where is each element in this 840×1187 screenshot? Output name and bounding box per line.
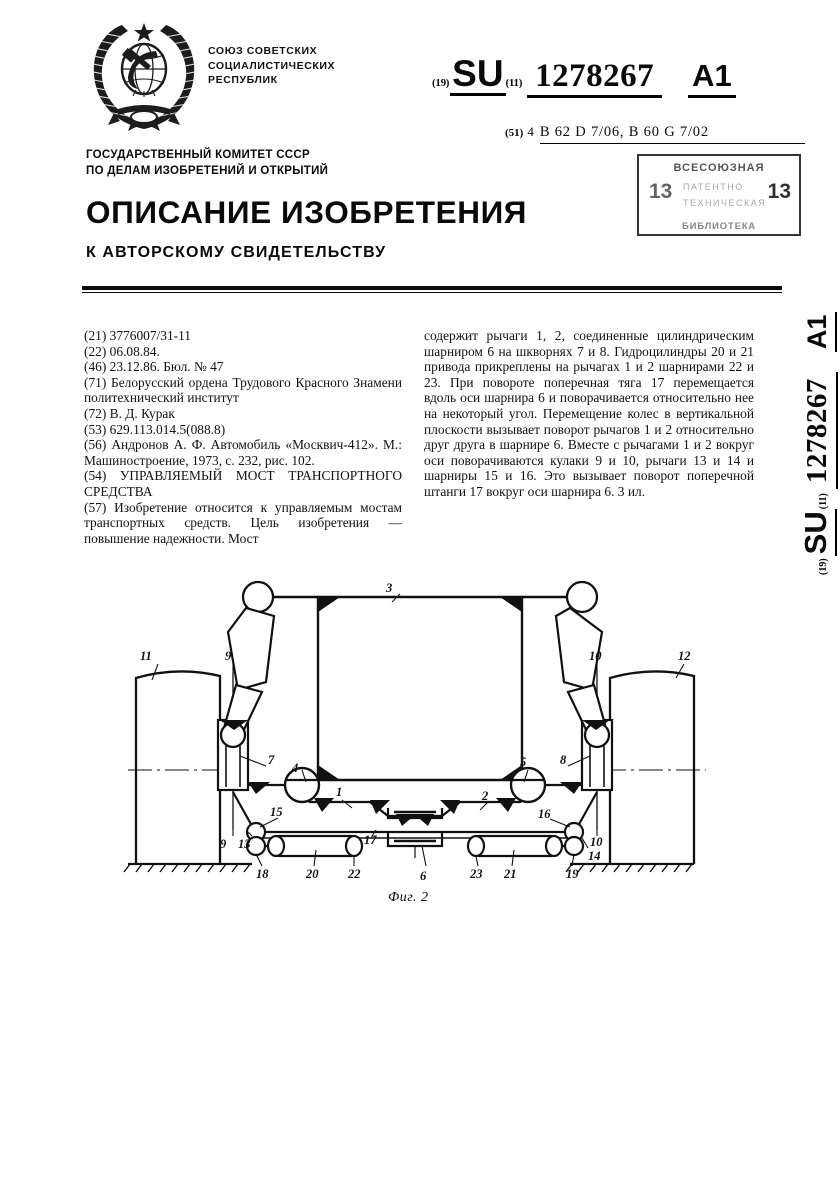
ref-4: 4 [292, 761, 299, 775]
wheel-left [136, 671, 220, 864]
side-patent-number: 1278267 [801, 372, 838, 489]
ref-20: 20 [306, 867, 319, 881]
side-inid-11: (11) [818, 493, 829, 510]
publication-info: (46) 23.12.86. Бюл. № 47 [84, 359, 224, 375]
divider-thick-line [82, 286, 782, 290]
country-line-2: СОЦИАЛИСТИЧЕСКИХ [208, 59, 336, 72]
ref-18: 18 [256, 867, 269, 881]
stamp-top-line: ВСЕСОЮЗНАЯ [673, 162, 765, 174]
patent-drawing-fig2 [70, 580, 760, 970]
patent-number-block [432, 53, 736, 98]
ref-3: 3 [386, 581, 393, 595]
ref-11: 11 [140, 649, 152, 663]
ref-9-bottom: 9 [220, 837, 227, 851]
applicant: (71) Белорусский ордена Трудового Красного Знамени политехнический институт [84, 374, 402, 406]
ipc-codes: B 62 D 7/06, B 60 G 7/02 [540, 124, 805, 144]
pivot-5 [511, 768, 545, 802]
inid-51-code: (51) [505, 127, 524, 139]
udc-code: (53) 629.113.014.5(088.8) [84, 421, 226, 437]
country-line-3: РЕСПУБЛИК [208, 74, 278, 86]
wheel-right [610, 671, 694, 864]
ref-13: 13 [238, 837, 251, 851]
state-committee [86, 148, 328, 179]
biblio-column [84, 328, 402, 546]
references: (56) Андронов А. Ф. Автомобиль «Москвич-412». М.: Машиностроение, 1973, с. 232, рис. 102. [84, 437, 402, 468]
frame-gussets [318, 597, 522, 780]
stamp-left-number: 13 [649, 180, 673, 203]
ref-5: 5 [520, 755, 527, 769]
stamp-mid-line-1: ПАТЕНТНО [683, 182, 744, 192]
ref-15: 15 [270, 805, 283, 819]
stamp-mid-line-2: ТЕХНИЧЕСКАЯ [683, 198, 767, 208]
ref-9-top: 9 [225, 649, 232, 663]
side-inid-19: (19) [818, 558, 829, 575]
abstract-part-right: содержит рычаги 1, 2, соединенные цилиндрическим шарниром 6 на шкворнях 7 и 8. Гидроцилиндры 20 и 21 привода прикреплены на рычагах 1 и 2 шарнирами 22 и 23. При повороте поперечная тяга 17 перемещается вдоль оси шарнира 6 и поворачивается относительно нее на некоторый угол. Перемещение колес в вертикальной плоскости вызывает поворот рычагов 1 и 2 относительно друг друга в шарнире 6. Вместе с рычагами 1 и 2 вокруг оси поворачиваются кулаки 9 и 10, рычаги 13 и 14 и шарниры 15 и 16. Это вызывает поворот поперечной штанги 17 вокруг оси шарнира 6. 3 ил. [424, 328, 754, 499]
ref-10-bottom: 10 [590, 835, 603, 849]
country-line-1: СОЮЗ СОВЕТСКИХ [208, 45, 318, 57]
inid-19-code: (19) [432, 77, 450, 89]
fig2-svg [70, 580, 760, 910]
hydraulic-cylinder-21 [468, 836, 565, 856]
side-margin-patent-code [742, 314, 833, 955]
ipc-edition: 4 [527, 124, 534, 139]
hydraulic-cylinder-20 [265, 836, 362, 856]
ref-19: 19 [566, 867, 579, 881]
ref-10-top: 10 [589, 649, 602, 663]
figure-caption: Фиг. 2 [388, 890, 429, 905]
committee-line-1: ГОСУДАРСТВЕННЫЙ КОМИТЕТ СССР [86, 149, 310, 161]
side-kind-code: A1 [802, 312, 837, 353]
document-header [0, 0, 840, 300]
ref-12: 12 [678, 649, 691, 663]
ref-23: 23 [470, 867, 483, 881]
application-number: (21) 3776007/31-11 [84, 328, 191, 343]
stamp-bottom-line: БИБЛИОТЕКА [682, 221, 756, 232]
inventor: (72) В. Д. Курак [84, 405, 175, 421]
header-divider [82, 286, 782, 293]
page-title: ОПИСАНИЕ ИЗОБРЕТЕНИЯ [86, 194, 528, 230]
pivot-4 [285, 768, 319, 802]
side-country-code: SU [798, 509, 837, 556]
divider-thin-line [82, 292, 782, 293]
ipc-classification-row [505, 124, 805, 144]
ref-2: 2 [482, 789, 489, 803]
filing-date: (22) 06.08.84. [84, 343, 160, 359]
ref-22: 22 [348, 867, 361, 881]
ref-1: 1 [336, 785, 343, 799]
stamp-right-number: 13 [767, 180, 791, 203]
inid-11-code: (11) [505, 77, 523, 89]
ref-17: 17 [364, 833, 377, 847]
abstract-part-left: (57) Изобретение относится к управляемым мостам транспортных средств. Цель изобретения — повышение надежности. Мост [84, 499, 402, 546]
library-stamp [637, 154, 801, 236]
ref-14: 14 [588, 849, 601, 863]
ref-16: 16 [538, 807, 551, 821]
page-subtitle: К АВТОРСКОМУ СВИДЕТЕЛЬСТВУ [86, 244, 387, 261]
committee-line-2: ПО ДЕЛАМ ИЗОБРЕТЕНИЙ И ОТКРЫТИЙ [86, 164, 329, 177]
ref-8: 8 [560, 753, 567, 767]
patent-number: 1278267 [527, 59, 662, 98]
country-name [208, 44, 335, 88]
ref-7: 7 [268, 753, 275, 767]
vehicle-frame [318, 597, 522, 780]
country-code-su: SU [452, 53, 504, 94]
kind-code: A1 [688, 59, 736, 98]
ref-21: 21 [504, 867, 517, 881]
invention-title: (54) УПРАВЛЯЕМЫЙ МОСТ ТРАНСПОРТНОГО СРЕДСТВА [84, 468, 402, 499]
ussr-coat-of-arms-emblem [88, 21, 200, 133]
abstract-column [424, 328, 754, 500]
ref-6: 6 [420, 869, 427, 883]
